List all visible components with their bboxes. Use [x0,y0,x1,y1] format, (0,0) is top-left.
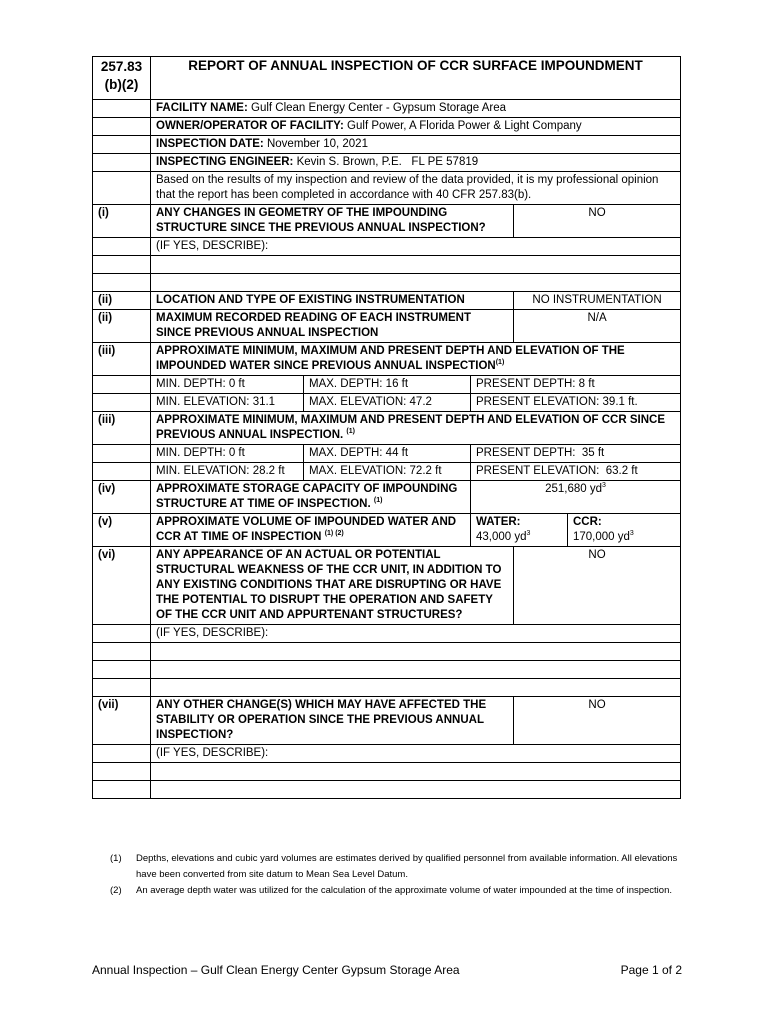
item-vii-describe-row [93,745,681,763]
water-min-depth: MIN. DEPTH: 0 ft [151,376,304,394]
page-number: Page 1 of 2 [620,963,682,977]
engineer-row: INSPECTING ENGINEER: Kevin S. Brown, P.E. FL PE 57819 [93,154,681,172]
item-v-question: APPROXIMATE VOLUME OF IMPOUNDED WATER AND CCR AT TIME OF INSPECTION $^{(1) (2)}$ [151,514,471,547]
item-iii-a-elev-row [93,394,681,412]
item-vi-answer: NO [514,547,681,625]
certification-statement: Based on the results of my inspection and review of the data provided, it is my professional opinion that the report has been completed in accordance with 40 CFR 257.83(b). [151,172,681,205]
item-ii-a-question: LOCATION AND TYPE OF EXISTING INSTRUMENTATION [151,292,514,310]
item-iv-question: APPROXIMATE STORAGE CAPACITY OF IMPOUNDING STRUCTURE AT TIME OF INSPECTION. $^{(1)}$ [151,481,471,514]
ccr-present-depth: PRESENT DEPTH: 35 ft [471,445,681,463]
owner-operator: Gulf Power, A Florida Power & Light Company [347,120,582,132]
item-vii-question: ANY OTHER CHANGE(S) WHICH MAY HAVE AFFECTED THE STABILITY OR OPERATION SINCE THE PREVIOUS ANNUAL INSPECTION? [151,697,514,745]
item-i-describe-row [93,238,681,256]
report-title: REPORT OF ANNUAL INSPECTION OF CCR SURFACE IMPOUNDMENT [151,57,681,100]
item-vii-row: (vii) ANY OTHER CHANGE(S) WHICH MAY HAVE AFFECTED THE STABILITY OR OPERATION SINCE THE PREVIOUS ANNUAL INSPECTION? NO [93,697,681,745]
item-i-describe: (IF YES, DESCRIBE): [151,238,681,256]
ccr-min-elevation: MIN. ELEVATION: 28.2 ft [151,463,304,481]
item-vi-describe: (IF YES, DESCRIBE): [151,625,681,643]
footer-title: Annual Inspection – Gulf Clean Energy Center Gypsum Storage Area [92,963,460,977]
storage-capacity-value: 251,680 $yd^3$ [471,481,681,514]
water-present-elevation: PRESENT ELEVATION: 39.1 ft. [471,394,681,412]
item-vii-describe: (IF YES, DESCRIBE): [151,745,681,763]
ccr-present-elevation: PRESENT ELEVATION: 63.2 ft [471,463,681,481]
water-max-elevation: MAX. ELEVATION: 47.2 [304,394,471,412]
ccr-min-depth: MIN. DEPTH: 0 ft [151,445,304,463]
item-vi-question: ANY APPEARANCE OF AN ACTUAL OR POTENTIAL STRUCTURAL WEAKNESS OF THE CCR UNIT, IN ADDITION TO ANY EXISTING CONDITIONS THAT ARE DISRUPTING OR HAVE THE POTENTIAL TO DISRUPT THE OPERATION AND SAFETY OF THE CCR UNIT AND APPURTENANT STRUCTURES? [151,547,514,625]
item-i-row: (i) ANY CHANGES IN GEOMETRY OF THE IMPOUNDING STRUCTURE SINCE THE PREVIOUS ANNUAL INSPECTION? NO [93,205,681,238]
item-i-answer: NO [514,205,681,238]
water-min-elevation: MIN. ELEVATION: 31.1 [151,394,304,412]
item-iii-b-question: APPROXIMATE MINIMUM, MAXIMUM AND PRESENT DEPTH AND ELEVATION OF CCR SINCE PREVIOUS ANNUAL INSPECTION. $^{(1)}$ [151,412,681,445]
item-iii-b-row: (iii) APPROXIMATE MINIMUM, MAXIMUM AND PRESENT DEPTH AND ELEVATION OF CCR SINCE PREVIOUS ANNUAL INSPECTION. $^{(1)}$ [93,412,681,445]
item-v-row: (v) APPROXIMATE VOLUME OF IMPOUNDED WATER AND CCR AT TIME OF INSPECTION $^{(1) (2)}$ WATER: 43,000 $yd^3$ CCR: 170,000 $yd^3$ [93,514,681,547]
item-vii-answer: NO [514,697,681,745]
item-iii-a-row: (iii) APPROXIMATE MINIMUM, MAXIMUM AND PRESENT DEPTH AND ELEVATION OF THE IMPOUNDED WATER SINCE PREVIOUS ANNUAL INSPECTION$^{(1)}$ [93,343,681,376]
facility-name-row: FACILITY NAME: Gulf Clean Energy Center - Gypsum Storage Area [93,100,681,118]
water-volume: WATER: 43,000 $yd^3$ [471,514,568,547]
facility-name: Gulf Clean Energy Center - Gypsum Storage Area [251,102,507,114]
inspection-date-row: INSPECTION DATE: November 10, 2021 [93,136,681,154]
water-present-depth: PRESENT DEPTH: 8 ft [471,376,681,394]
footnote: (1) Depths, elevations and cubic yard volumes are estimates derived by qualified personnel from available information. All elevations have been converted from site datum to Mean Sea Level Datum. [110,853,678,880]
item-ii-b-question: MAXIMUM RECORDED READING OF EACH INSTRUMENT SINCE PREVIOUS ANNUAL INSPECTION [151,310,514,343]
item-iii-b-elev-row [93,463,681,481]
page-footer [92,963,682,977]
item-ii-a-answer: NO INSTRUMENTATION [514,292,681,310]
section-code: 257.83 (b)(2) [93,57,151,100]
item-iii-a-depth-row [93,376,681,394]
footnote: (2) An average depth water was utilized for the calculation of the approximate volume of water impounded at the time of inspection. [110,885,672,896]
ccr-max-depth: MAX. DEPTH: 44 ft [304,445,471,463]
item-ii-b-answer: N/A [514,310,681,343]
owner-row: OWNER/OPERATOR OF FACILITY: Gulf Power, A Florida Power & Light Company [93,118,681,136]
certification-row [93,172,681,205]
inspecting-engineer: Kevin S. Brown, P.E. FL PE 57819 [296,156,479,168]
title-row [93,57,681,100]
item-i-question: ANY CHANGES IN GEOMETRY OF THE IMPOUNDING STRUCTURE SINCE THE PREVIOUS ANNUAL INSPECTION? [151,205,514,238]
item-vi-describe-row [93,625,681,643]
item-ii-b-row: (ii) MAXIMUM RECORDED READING OF EACH INSTRUMENT SINCE PREVIOUS ANNUAL INSPECTION N/A [93,310,681,343]
inspection-date: November 10, 2021 [266,138,368,150]
item-iii-a-question: APPROXIMATE MINIMUM, MAXIMUM AND PRESENT DEPTH AND ELEVATION OF THE IMPOUNDED WATER SINCE PREVIOUS ANNUAL INSPECTION$^{(1)}$ [151,343,681,376]
inspection-report-table [92,56,681,799]
item-iv-row: (iv) APPROXIMATE STORAGE CAPACITY OF IMPOUNDING STRUCTURE AT TIME OF INSPECTION. $^{(1)}$ 251,680 $yd^3$ [93,481,681,514]
ccr-volume: CCR: 170,000 $yd^3$ [568,514,681,547]
footnotes [110,851,680,899]
water-max-depth: MAX. DEPTH: 16 ft [304,376,471,394]
item-iii-b-depth-row [93,445,681,463]
item-vi-row: (vi) ANY APPEARANCE OF AN ACTUAL OR POTENTIAL STRUCTURAL WEAKNESS OF THE CCR UNIT, IN ADDITION TO ANY EXISTING CONDITIONS THAT ARE DISRUPTING OR HAVE THE POTENTIAL TO DISRUPT THE OPERATION AND SAFETY OF THE CCR UNIT AND APPURTENANT STRUCTURES? NO [93,547,681,625]
ccr-max-elevation: MAX. ELEVATION: 72.2 ft [304,463,471,481]
item-ii-a-row: (ii) LOCATION AND TYPE OF EXISTING INSTRUMENTATION NO INSTRUMENTATION [93,292,681,310]
